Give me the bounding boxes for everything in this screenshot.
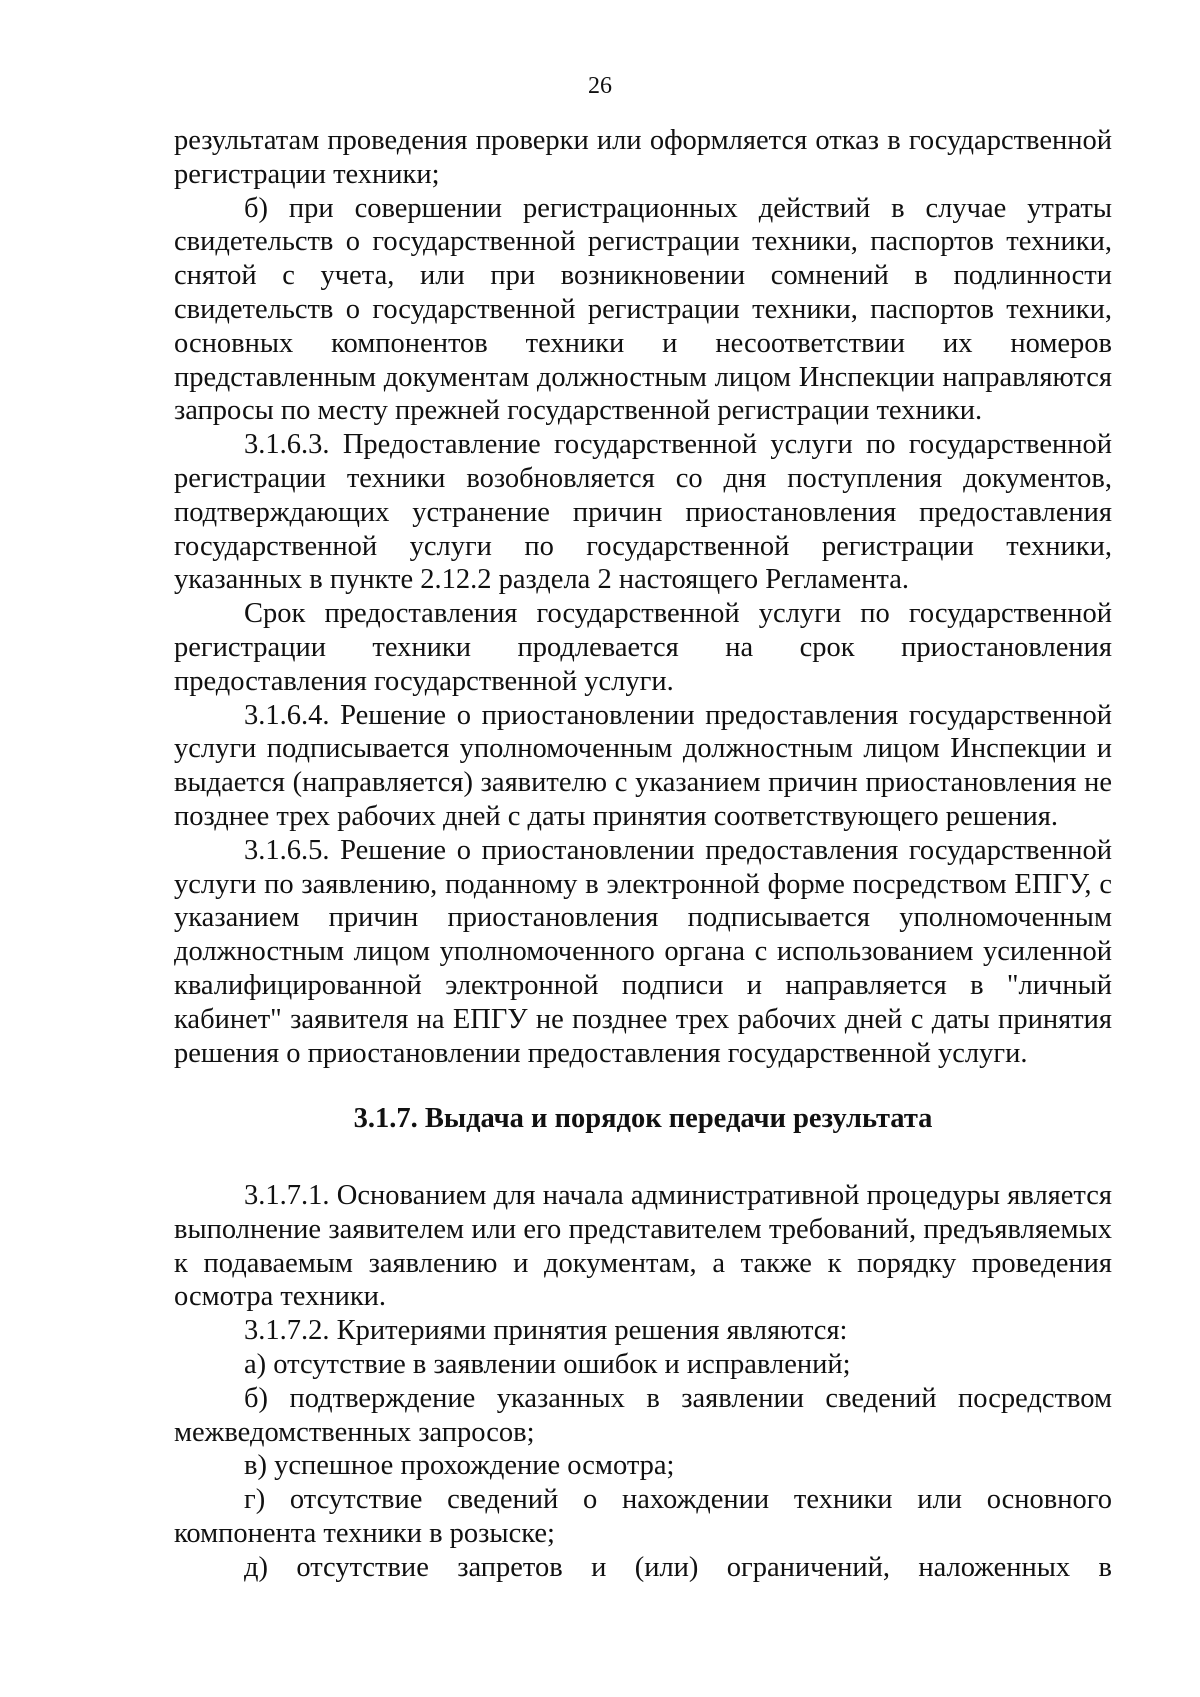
paragraph-3-1-6-4: 3.1.6.4. Решение о приостановлении предоставления государственной услуги подписывается уполномоченным должностным лицом Инспекции и выдается (направляется) заявителю с указанием причин приостановления не позднее трех рабочих дней с даты принятия соответствующего решения. — [174, 699, 1112, 832]
section-heading-3-1-7: 3.1.7. Выдача и порядок передачи результата — [353, 1103, 933, 1134]
paragraph-3-1-6-3: 3.1.6.3. Предоставление государственной услуги по государственной регистрации техники возобновляется со дня поступления документов, подтверждающих устранение причин приостановления предоставления государственной услуги по государственной регистрации техники, указанных в пункте 2.12.2 раздела 2 настоящего Регламента. — [174, 429, 1112, 596]
criterion-v: в) успешное прохождение осмотра; — [244, 1450, 675, 1482]
paragraph-3-1-7-2: 3.1.7.2. Критериями принятия решения являются: — [244, 1315, 848, 1347]
criterion-d: д) отсутствие запретов и (или) ограничений, наложенных в — [244, 1551, 1112, 1583]
text-block-after-heading — [174, 1179, 1112, 1585]
paragraph-3-1-7-1: 3.1.7.1. Основанием для начала административной процедуры является выполнение заявителем или его представителем требований, предъявляемых к подаваемым заявлению и документам, а также к порядку проведения осмотра техники. — [174, 1180, 1112, 1313]
page-number: 26 — [588, 73, 612, 99]
paragraph-term-extension: Срок предоставления государственной услуги по государственной регистрации техники продлевается на срок приостановления предоставления государственной услуги. — [174, 598, 1112, 697]
criterion-g: г) отсутствие сведений о нахождении техники или основного компонента техники в розыске; — [174, 1484, 1112, 1549]
paragraph-3-1-6-5: 3.1.6.5. Решение о приостановлении предоставления государственной услуги по заявлению, поданному в электронной форме посредством ЕПГУ, с указанием причин приостановления подписывается уполномоченным должностным лицом уполномоченного органа с использованием усиленной квалифицированной электронной подписи и направляется в "личный кабинет" заявителя на ЕПГУ не позднее трех рабочих дней с даты принятия решения о приостановлении предоставления государственной услуги. — [174, 834, 1112, 1069]
paragraph-continuation: результатам проведения проверки или оформляется отказ в государственной регистрации техники; — [174, 125, 1112, 190]
criterion-b: б) подтверждение указанных в заявлении сведений посредством межведомственных запросов; — [174, 1382, 1112, 1448]
paragraph-item-b: б) при совершении регистрационных действий в случае утраты свидетельств о государственной регистрации техники, паспортов техники, снятой с учета, или при возникновении сомнений в подлинности свидетельств о государственной регистрации техники, паспортов техники, основных компонентов техники и несоответствии их номеров представленным документам должностным лицом Инспекции направляются запросы по месту прежней государственной регистрации техники. — [174, 192, 1112, 427]
text-block-before-heading — [174, 124, 1112, 1070]
criterion-a: а) отсутствие в заявлении ошибок и исправлений; — [244, 1348, 851, 1380]
